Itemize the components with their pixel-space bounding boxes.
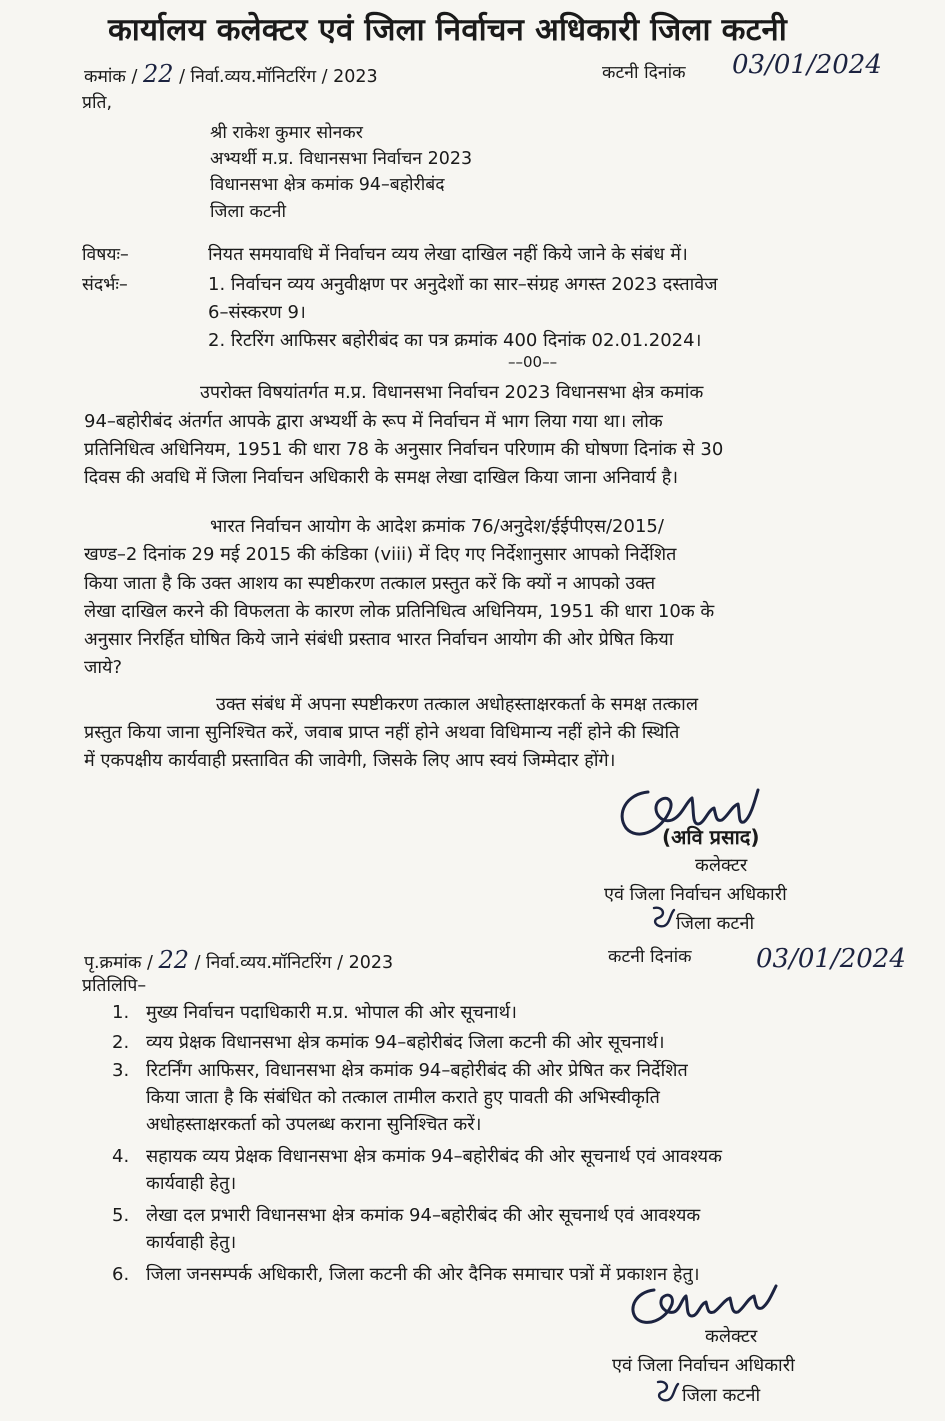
- list-item-number: 3.: [112, 1060, 130, 1081]
- para1-line-2: 94–बहोरीबंद अंतर्गत आपके द्वारा अभ्यर्थी के रूप में निर्वाचन में भाग लिया गया था। लोक: [84, 411, 663, 432]
- para2-line-1: भारत निर्वाचन आयोग के आदेश क्रमांक 76/अनुदेश/ईईपीएस/2015/: [210, 516, 664, 537]
- list-item-text: रिटर्निंग आफिसर, विधानसभा क्षेत्र कमांक 94–बहोरीबंद की ओर प्रेषित कर निर्देशित: [146, 1060, 688, 1081]
- para3-line-3: में एकपक्षीय कार्यवाही प्रस्तावित की जावेगी, जिसके लिए आप स्वयं जिम्मेदार होंगे।: [84, 750, 616, 771]
- list-item-text: कार्यवाही हेतु।: [146, 1232, 237, 1253]
- sig2-designation-3: जिला कटनी: [682, 1385, 761, 1406]
- para3-line-2: प्रस्तुत किया जाना सुनिश्चित करें, जवाब प्राप्त नहीं होने अथवा विधिमान्य नहीं होने की स्थिति: [84, 722, 680, 743]
- recipient-line-4: जिला कटनी: [210, 202, 286, 222]
- list-item-text: सहायक व्यय प्रेक्षक विधानसभा क्षेत्र कमांक 94–बहोरीबंद की ओर सूचनार्थ एवं आवश्यक: [146, 1146, 722, 1167]
- para2-line-2: खण्ड–2 दिनांक 29 मई 2015 की कंडिका (viii) में दिए गए निर्देशानुसार आपको निर्देशित: [84, 544, 677, 565]
- copy-ref-prefix: पृ.क्रमांक: [84, 953, 142, 973]
- copy-place-date-label: कटनी दिनांक: [608, 947, 692, 967]
- list-item-number: 1.: [112, 1002, 130, 1023]
- sig1-designation-1: कलेक्टर: [695, 855, 748, 876]
- subject-text: नियत समयावधि में निर्वाचन व्यय लेखा दाखिल नहीं किये जाने के संबंध में।: [208, 244, 688, 265]
- to-label: प्रति,: [82, 93, 113, 113]
- recipient-line-3: विधानसभा क्षेत्र कमांक 94–बहोरीबंद: [210, 175, 445, 195]
- date-handwritten: 03/01/2024: [732, 50, 882, 80]
- para2-line-5: अनुसार निरर्हित घोषित किये जाने संबंधी प्रस्ताव भारत निर्वाचन आयोग की ओर प्रेषित किया: [84, 629, 674, 650]
- recipient-line-1: श्री राकेश कुमार सोनकर: [210, 123, 363, 143]
- ref-number-handwritten: 22: [142, 60, 174, 88]
- ref-suffix: निर्वा.व्यय.मॉनिटरिंग / 2023: [190, 67, 378, 87]
- list-item-number: 6.: [112, 1264, 130, 1285]
- reference-item-2: 2. रिटरिंग आफिसर बहोरीबंद का पत्र क्रमांक 400 दिनांक 02.01.2024।: [208, 330, 702, 351]
- list-item-number: 5.: [112, 1205, 130, 1226]
- para2-line-6: जाये?: [84, 657, 123, 678]
- copy-date-handwritten: 03/01/2024: [756, 944, 906, 974]
- sig2-designation-2: एवं जिला निर्वाचन अधिकारी: [612, 1355, 795, 1376]
- copy-label: प्रतिलिपि–: [82, 976, 147, 996]
- para1-line-1: उपरोक्त विषयांतर्गत म.प्र. विधानसभा निर्वाचन 2023 विधानसभा क्षेत्र कमांक: [200, 382, 704, 403]
- copy-ref-suffix: निर्वा.व्यय.मॉनिटरिंग / 2023: [206, 953, 394, 973]
- reference-label: संदर्भः–: [82, 275, 128, 295]
- ref-line: कमांक / 22 / निर्वा.व्यय.मॉनिटरिंग / 2023: [84, 60, 378, 88]
- list-item-text: अधोहस्ताक्षरकर्ता को उपलब्ध कराना सुनिश्चित करें।: [146, 1114, 482, 1135]
- copy-ref-number-handwritten: 22: [158, 946, 189, 974]
- office-title: कार्यालय कलेक्टर एवं जिला निर्वाचन अधिकारी जिला कटनी: [108, 12, 787, 48]
- place-date-label: कटनी दिनांक: [602, 63, 686, 83]
- para1-line-4: दिवस की अवधि में जिला निर्वाचन अधिकारी के समक्ष लेखा दाखिल किया जाना अनिवार्य है।: [84, 467, 679, 488]
- para1-line-3: प्रतिनिधित्व अधिनियम, 1951 की धारा 78 के अनुसार निर्वाचन परिणाम की घोषणा दिनांक से 30: [84, 439, 724, 460]
- list-item-text: मुख्य निर्वाचन पदाधिकारी म.प्र. भोपाल की ओर सूचनार्थ।: [146, 1002, 517, 1023]
- reference-item-1-line-2: 6–संस्करण 9।: [208, 302, 306, 323]
- signatory-name: (अवि प्रसाद): [662, 825, 760, 849]
- sig1-designation-3: जिला कटनी: [676, 913, 755, 934]
- sig1-designation-2: एवं जिला निर्वाचन अधिकारी: [604, 884, 787, 905]
- separator: ––00––: [508, 353, 558, 371]
- sig2-designation-1: कलेक्टर: [705, 1326, 758, 1347]
- list-item-text: व्यय प्रेक्षक विधानसभा क्षेत्र कमांक 94–बहोरीबंद जिला कटनी की ओर सूचनार्थ।: [146, 1032, 665, 1053]
- recipient-line-2: अभ्यर्थी म.प्र. विधानसभा निर्वाचन 2023: [210, 149, 473, 169]
- ref-prefix: कमांक: [84, 67, 126, 87]
- list-item-number: 2.: [112, 1032, 130, 1053]
- para2-line-4: लेखा दाखिल करने की विफलता के कारण लोक प्रतिनिधित्व अधिनियम, 1951 की धारा 10क के: [84, 601, 715, 622]
- initial-mark-2: [652, 1376, 682, 1406]
- list-item-text: कार्यवाही हेतु।: [146, 1173, 237, 1194]
- para2-line-3: किया जाता है कि उक्त आशय का स्पष्टीकरण तत्काल प्रस्तुत करें कि क्यों न आपको उक्त: [84, 573, 656, 594]
- list-item-text: जिला जनसम्पर्क अधिकारी, जिला कटनी की ओर दैनिक समाचार पत्रों में प्रकाशन हेतु।: [146, 1264, 700, 1285]
- list-item-number: 4.: [112, 1146, 130, 1167]
- reference-item-1-line-1: 1. निर्वाचन व्यय अनुवीक्षण पर अनुदेशों का सार–संग्रह अगस्त 2023 दस्तावेज: [208, 274, 718, 295]
- copy-ref-line: पृ.क्रमांक / 22 / निर्वा.व्यय.मॉनिटरिंग / 2023: [84, 946, 394, 974]
- list-item-text: लेखा दल प्रभारी विधानसभा क्षेत्र कमांक 94–बहोरीबंद की ओर सूचनार्थ एवं आवश्यक: [146, 1205, 701, 1226]
- subject-label: विषयः–: [82, 245, 129, 265]
- para3-line-1: उक्त संबंध में अपना स्पष्टीकरण तत्काल अधोहस्ताक्षरकर्ता के समक्ष तत्काल: [216, 694, 699, 715]
- list-item-text: किया जाता है कि संबंधित को तत्काल तामील कराते हुए पावती की अभिस्वीकृति: [146, 1087, 660, 1108]
- initial-mark-1: [648, 902, 678, 932]
